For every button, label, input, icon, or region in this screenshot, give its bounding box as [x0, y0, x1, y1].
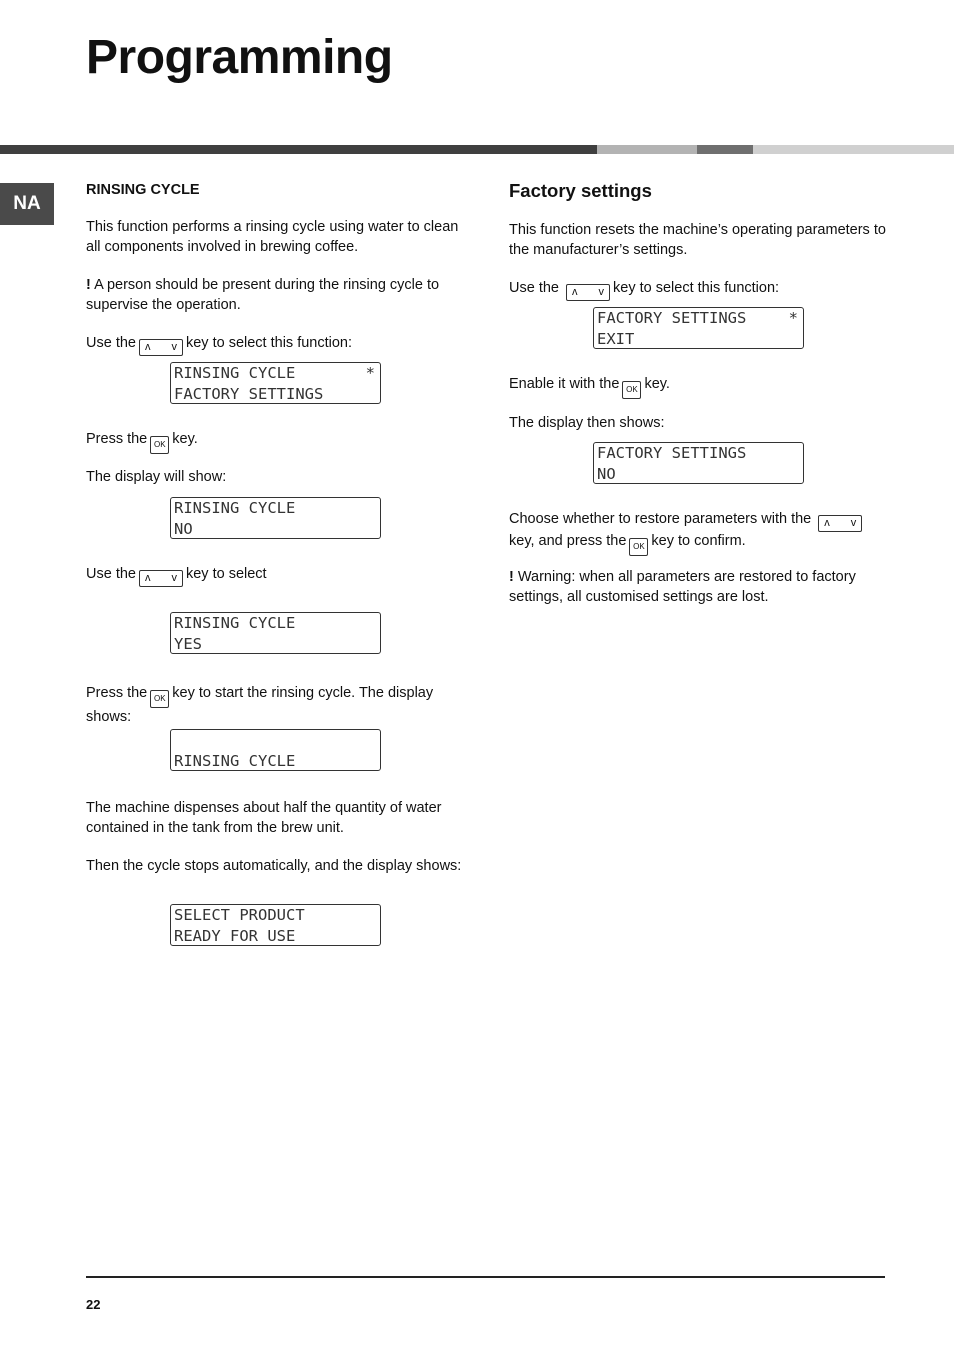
lcd-display — [170, 497, 381, 539]
rinsing-press-ok-instruction — [86, 430, 471, 454]
up-arrow-icon: ʌ — [824, 517, 830, 529]
instruction-text: Press the — [86, 685, 148, 701]
lcd-display — [593, 307, 804, 349]
header-bar-segment — [697, 145, 753, 154]
lcd-display — [170, 729, 381, 771]
page-title: Programming — [86, 31, 393, 84]
lcd-line: RINSING CYCLE — [174, 752, 296, 770]
selection-star-icon: * — [365, 364, 375, 382]
lcd-line: EXIT — [597, 330, 635, 348]
up-down-key-icon — [139, 570, 183, 587]
ok-key-icon: OK — [150, 690, 169, 708]
factory-intro: This function resets the machine’s operating parameters to the manufacturer’s settings. — [509, 222, 886, 258]
rinsing-press-ok-start — [86, 684, 471, 728]
instruction-text: key to start the rinsing cycle. The display shows: — [86, 685, 434, 725]
cycle-stops-text: Then the cycle stops automatically, and the display shows: — [86, 858, 462, 874]
factory-enable-instruction — [509, 375, 894, 399]
instruction-text: key, and press the — [509, 533, 627, 549]
instruction-text: key to select — [185, 566, 267, 582]
down-arrow-icon: v — [171, 341, 177, 353]
dispenses-text: The machine dispenses about half the quantity of water contained in the tank from the brew unit. — [86, 800, 442, 836]
lcd-line: NO — [597, 465, 616, 483]
lcd-line: RINSING CYCLE — [174, 614, 296, 632]
header-bar-segment — [0, 145, 597, 154]
instruction-text: key to select this function: — [185, 335, 353, 351]
factory-warning — [509, 568, 894, 607]
rinsing-cycle-heading: RINSING CYCLE — [86, 182, 200, 198]
page-number: 22 — [86, 1297, 101, 1312]
lcd-line: RINSING CYCLE — [174, 499, 296, 517]
ok-key-icon: OK — [629, 538, 648, 556]
up-down-key-icon — [566, 284, 610, 301]
down-arrow-icon: v — [171, 572, 177, 584]
lcd-display — [170, 612, 381, 654]
lcd-line: FACTORY SETTINGS — [597, 444, 747, 462]
selection-star-icon: * — [788, 309, 798, 327]
ok-key-icon: OK — [622, 381, 641, 399]
warning-mark: ! — [509, 569, 514, 585]
lcd-line: FACTORY SETTINGS — [174, 385, 324, 403]
instruction-text: Choose whether to restore parameters with the — [509, 511, 812, 527]
rinsing-intro: This function performs a rinsing cycle using water to clean all components involved in brewing coffee. — [86, 219, 459, 255]
lcd-text: RINSING CYCLE — [174, 364, 296, 382]
factory-settings-heading: Factory settings — [509, 180, 652, 201]
rinsing-warning — [86, 276, 471, 315]
lcd-display — [170, 362, 381, 404]
lcd-line: NO — [174, 520, 193, 538]
instruction-text: key to select this function: — [613, 280, 780, 296]
instruction-text: Use the — [509, 280, 559, 296]
lcd-line — [597, 308, 800, 329]
down-arrow-icon: v — [850, 517, 857, 529]
rinsing-warning-text: A person should be present during the rinsing cycle to supervise the operation. — [86, 277, 440, 313]
display-then-shows-text: The display then shows: — [509, 415, 665, 431]
lcd-display — [593, 442, 804, 484]
header-bar-segment — [753, 145, 954, 154]
factory-use-key-instruction — [509, 279, 894, 301]
lcd-line: SELECT PRODUCT — [174, 906, 305, 924]
language-tab: NA — [0, 183, 54, 225]
up-down-key-icon — [139, 339, 183, 356]
factory-warning-text: Warning: when all parameters are restored to factory settings, all customised settings are lost. — [509, 569, 856, 605]
instruction-text: Use the — [86, 335, 136, 351]
lcd-display — [170, 904, 381, 946]
header-bar-segment — [597, 145, 697, 154]
up-arrow-icon: ʌ — [144, 572, 151, 584]
ok-key-icon: OK — [150, 436, 169, 454]
lcd-line: YES — [174, 635, 202, 653]
lcd-text: FACTORY SETTINGS — [597, 309, 747, 327]
down-arrow-icon: v — [598, 286, 605, 298]
instruction-text: key to confirm. — [651, 533, 746, 549]
lcd-line: READY FOR USE — [174, 927, 296, 945]
up-arrow-icon: ʌ — [144, 341, 151, 353]
instruction-text: key. — [644, 376, 670, 392]
lcd-line — [174, 363, 377, 384]
rinsing-use-key-select — [86, 565, 471, 587]
warning-mark: ! — [86, 277, 91, 293]
factory-settings-section — [509, 180, 894, 605]
up-down-key-icon — [818, 515, 862, 532]
display-will-show-text: The display will show: — [86, 469, 227, 485]
instruction-text: Enable it with the — [509, 376, 620, 392]
rinsing-use-key-instruction — [86, 334, 471, 356]
up-arrow-icon: ʌ — [572, 286, 578, 298]
lcd-line — [174, 730, 377, 751]
factory-choose-instruction — [509, 510, 894, 556]
instruction-text: key. — [172, 431, 198, 447]
instruction-text: Press the — [86, 431, 148, 447]
rinsing-cycle-section — [86, 180, 471, 945]
footer-rule — [86, 1276, 885, 1278]
instruction-text: Use the — [86, 566, 136, 582]
